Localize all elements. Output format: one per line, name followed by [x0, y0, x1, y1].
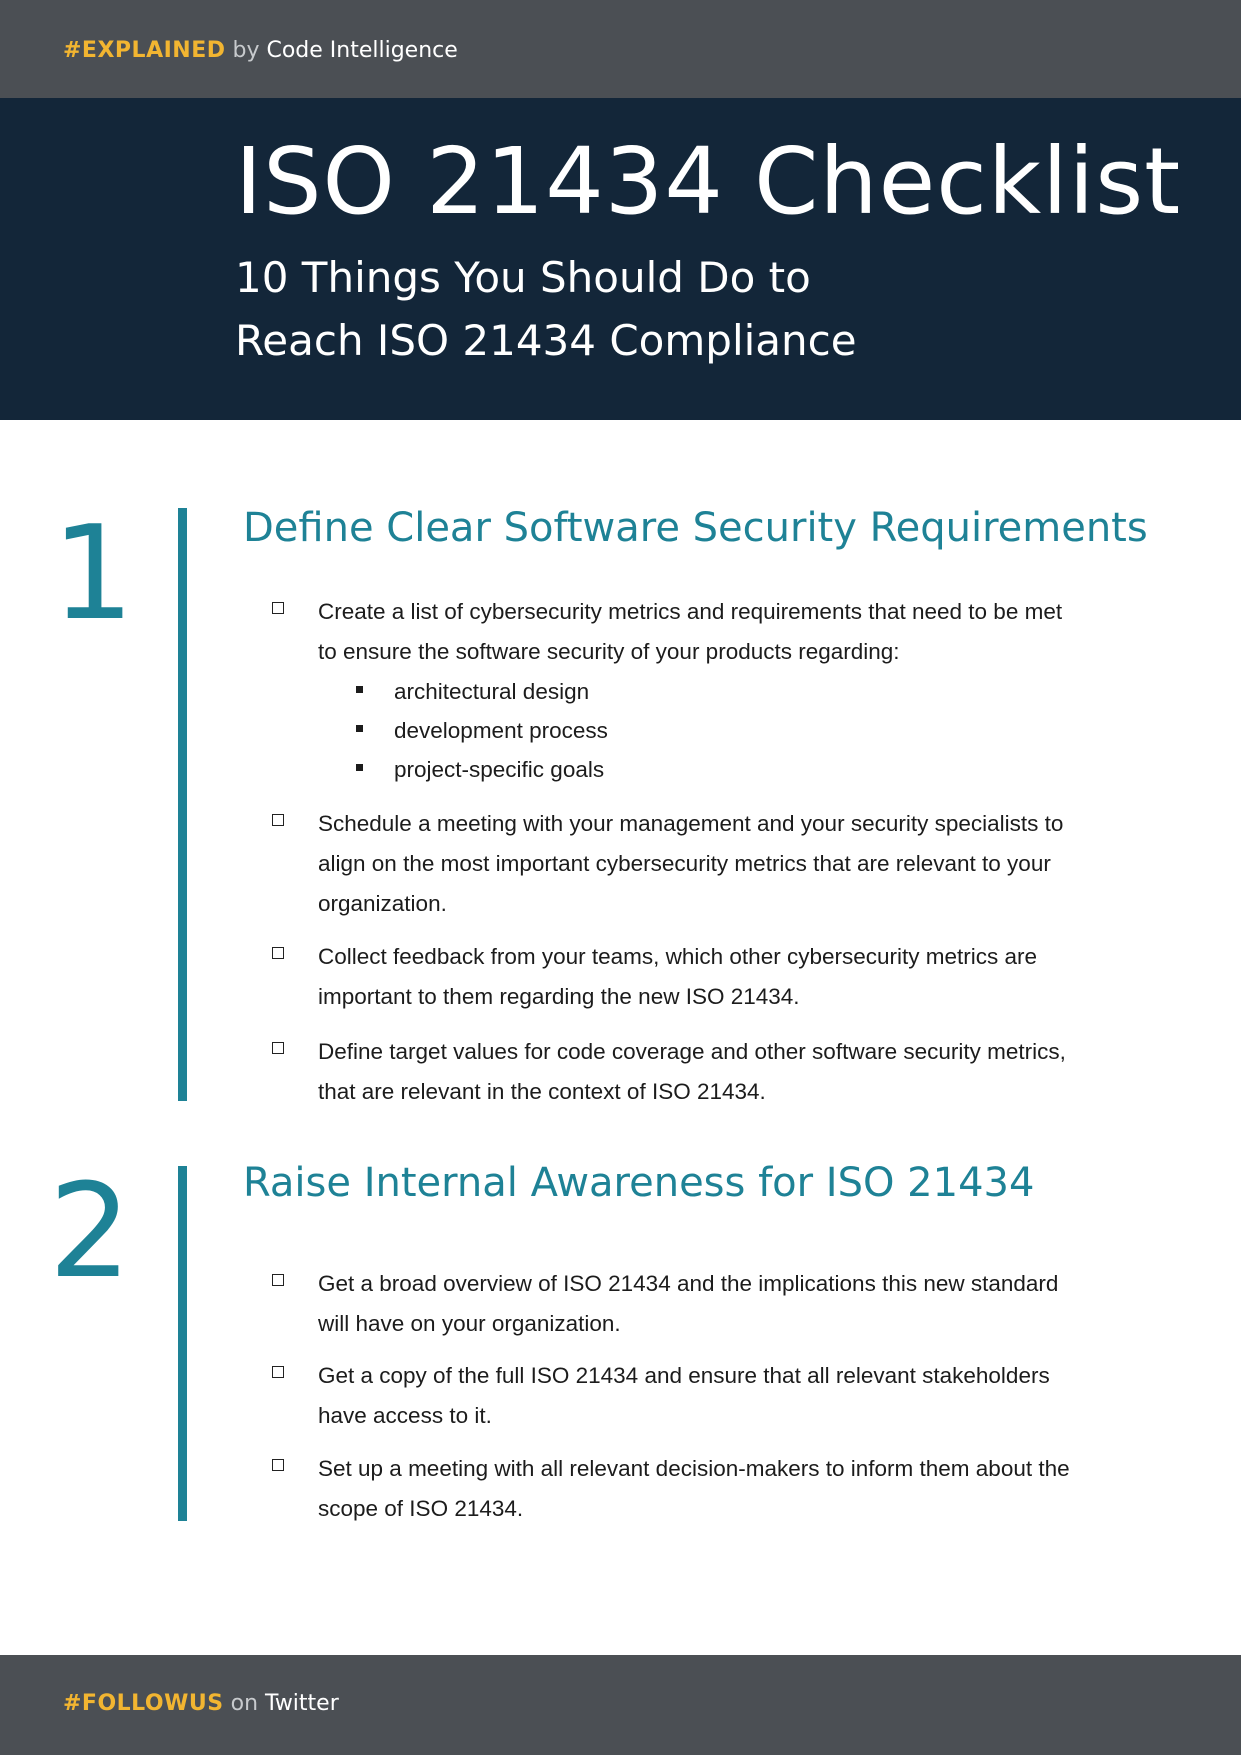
checkbox-icon[interactable] — [272, 1366, 284, 1378]
section-1-heading: Define Clear Software Security Requirements — [243, 505, 1148, 551]
checklist-item-text: Create a list of cybersecurity metrics and requirements that need to be met to ensure the software security of your products regarding: — [318, 599, 1063, 664]
square-bullet-icon — [356, 686, 363, 693]
twitter-link[interactable]: Twitter — [265, 1691, 339, 1716]
checkbox-icon[interactable] — [272, 1459, 284, 1471]
section-2-heading: Raise Internal Awareness for ISO 21434 — [243, 1160, 1035, 1206]
checklist-item-text: Define target values for code coverage and other software security metrics, that are relevant in the context of ISO 21434. — [318, 1039, 1066, 1104]
checkbox-icon[interactable] — [272, 814, 284, 826]
section-2-rule — [178, 1166, 187, 1521]
followus-tagline — [63, 1691, 339, 1716]
explained-hashtag[interactable]: #EXPLAINED — [63, 38, 226, 63]
checklist-item-text: Get a broad overview of ISO 21434 and the implications this new standard will have on your organization. — [318, 1271, 1059, 1336]
section-1-rule — [178, 508, 187, 1101]
subitem-text: architectural design — [394, 679, 590, 704]
tagline-connector: by — [232, 38, 260, 63]
checkbox-icon[interactable] — [272, 947, 284, 959]
square-bullet-icon — [356, 725, 363, 732]
subitem-text: development process — [394, 718, 608, 743]
checklist-item-text: Get a copy of the full ISO 21434 and ensure that all relevant stakeholders have access to it. — [318, 1363, 1050, 1428]
hero-banner — [0, 98, 1241, 420]
subitem-text: project-specific goals — [394, 757, 605, 782]
checkbox-icon[interactable] — [272, 1042, 284, 1054]
checklist-item-text: Collect feedback from your teams, which other cybersecurity metrics are important to them regarding the new ISO 21434. — [318, 944, 1038, 1009]
explained-tagline — [63, 38, 458, 63]
followus-hashtag[interactable]: #FOLLOWUS — [63, 1691, 224, 1716]
checklist-item-text: Set up a meeting with all relevant decision-makers to inform them about the scope of ISO 21434. — [318, 1456, 1070, 1521]
top-bar — [0, 0, 1241, 98]
checkbox-icon[interactable] — [272, 1274, 284, 1286]
square-bullet-icon — [356, 764, 363, 771]
subtitle-line-1: 10 Things You Should Do to — [235, 253, 811, 302]
section-number-1: 1 — [51, 497, 135, 649]
checklist-item-text: Schedule a meeting with your management and your security specialists to align on the most important cybersecurity metrics that are relevant to your organization. — [318, 811, 1064, 916]
section-number-2: 2 — [48, 1155, 132, 1307]
subtitle-line-2: Reach ISO 21434 Compliance — [235, 316, 857, 365]
page-subtitle — [235, 246, 857, 372]
footer-bar — [0, 1655, 1241, 1755]
brand-name: Code Intelligence — [266, 38, 458, 63]
tagline-connector: on — [230, 1691, 259, 1716]
checkbox-icon[interactable] — [272, 602, 284, 614]
page-title: ISO 21434 Checklist — [235, 128, 1182, 235]
